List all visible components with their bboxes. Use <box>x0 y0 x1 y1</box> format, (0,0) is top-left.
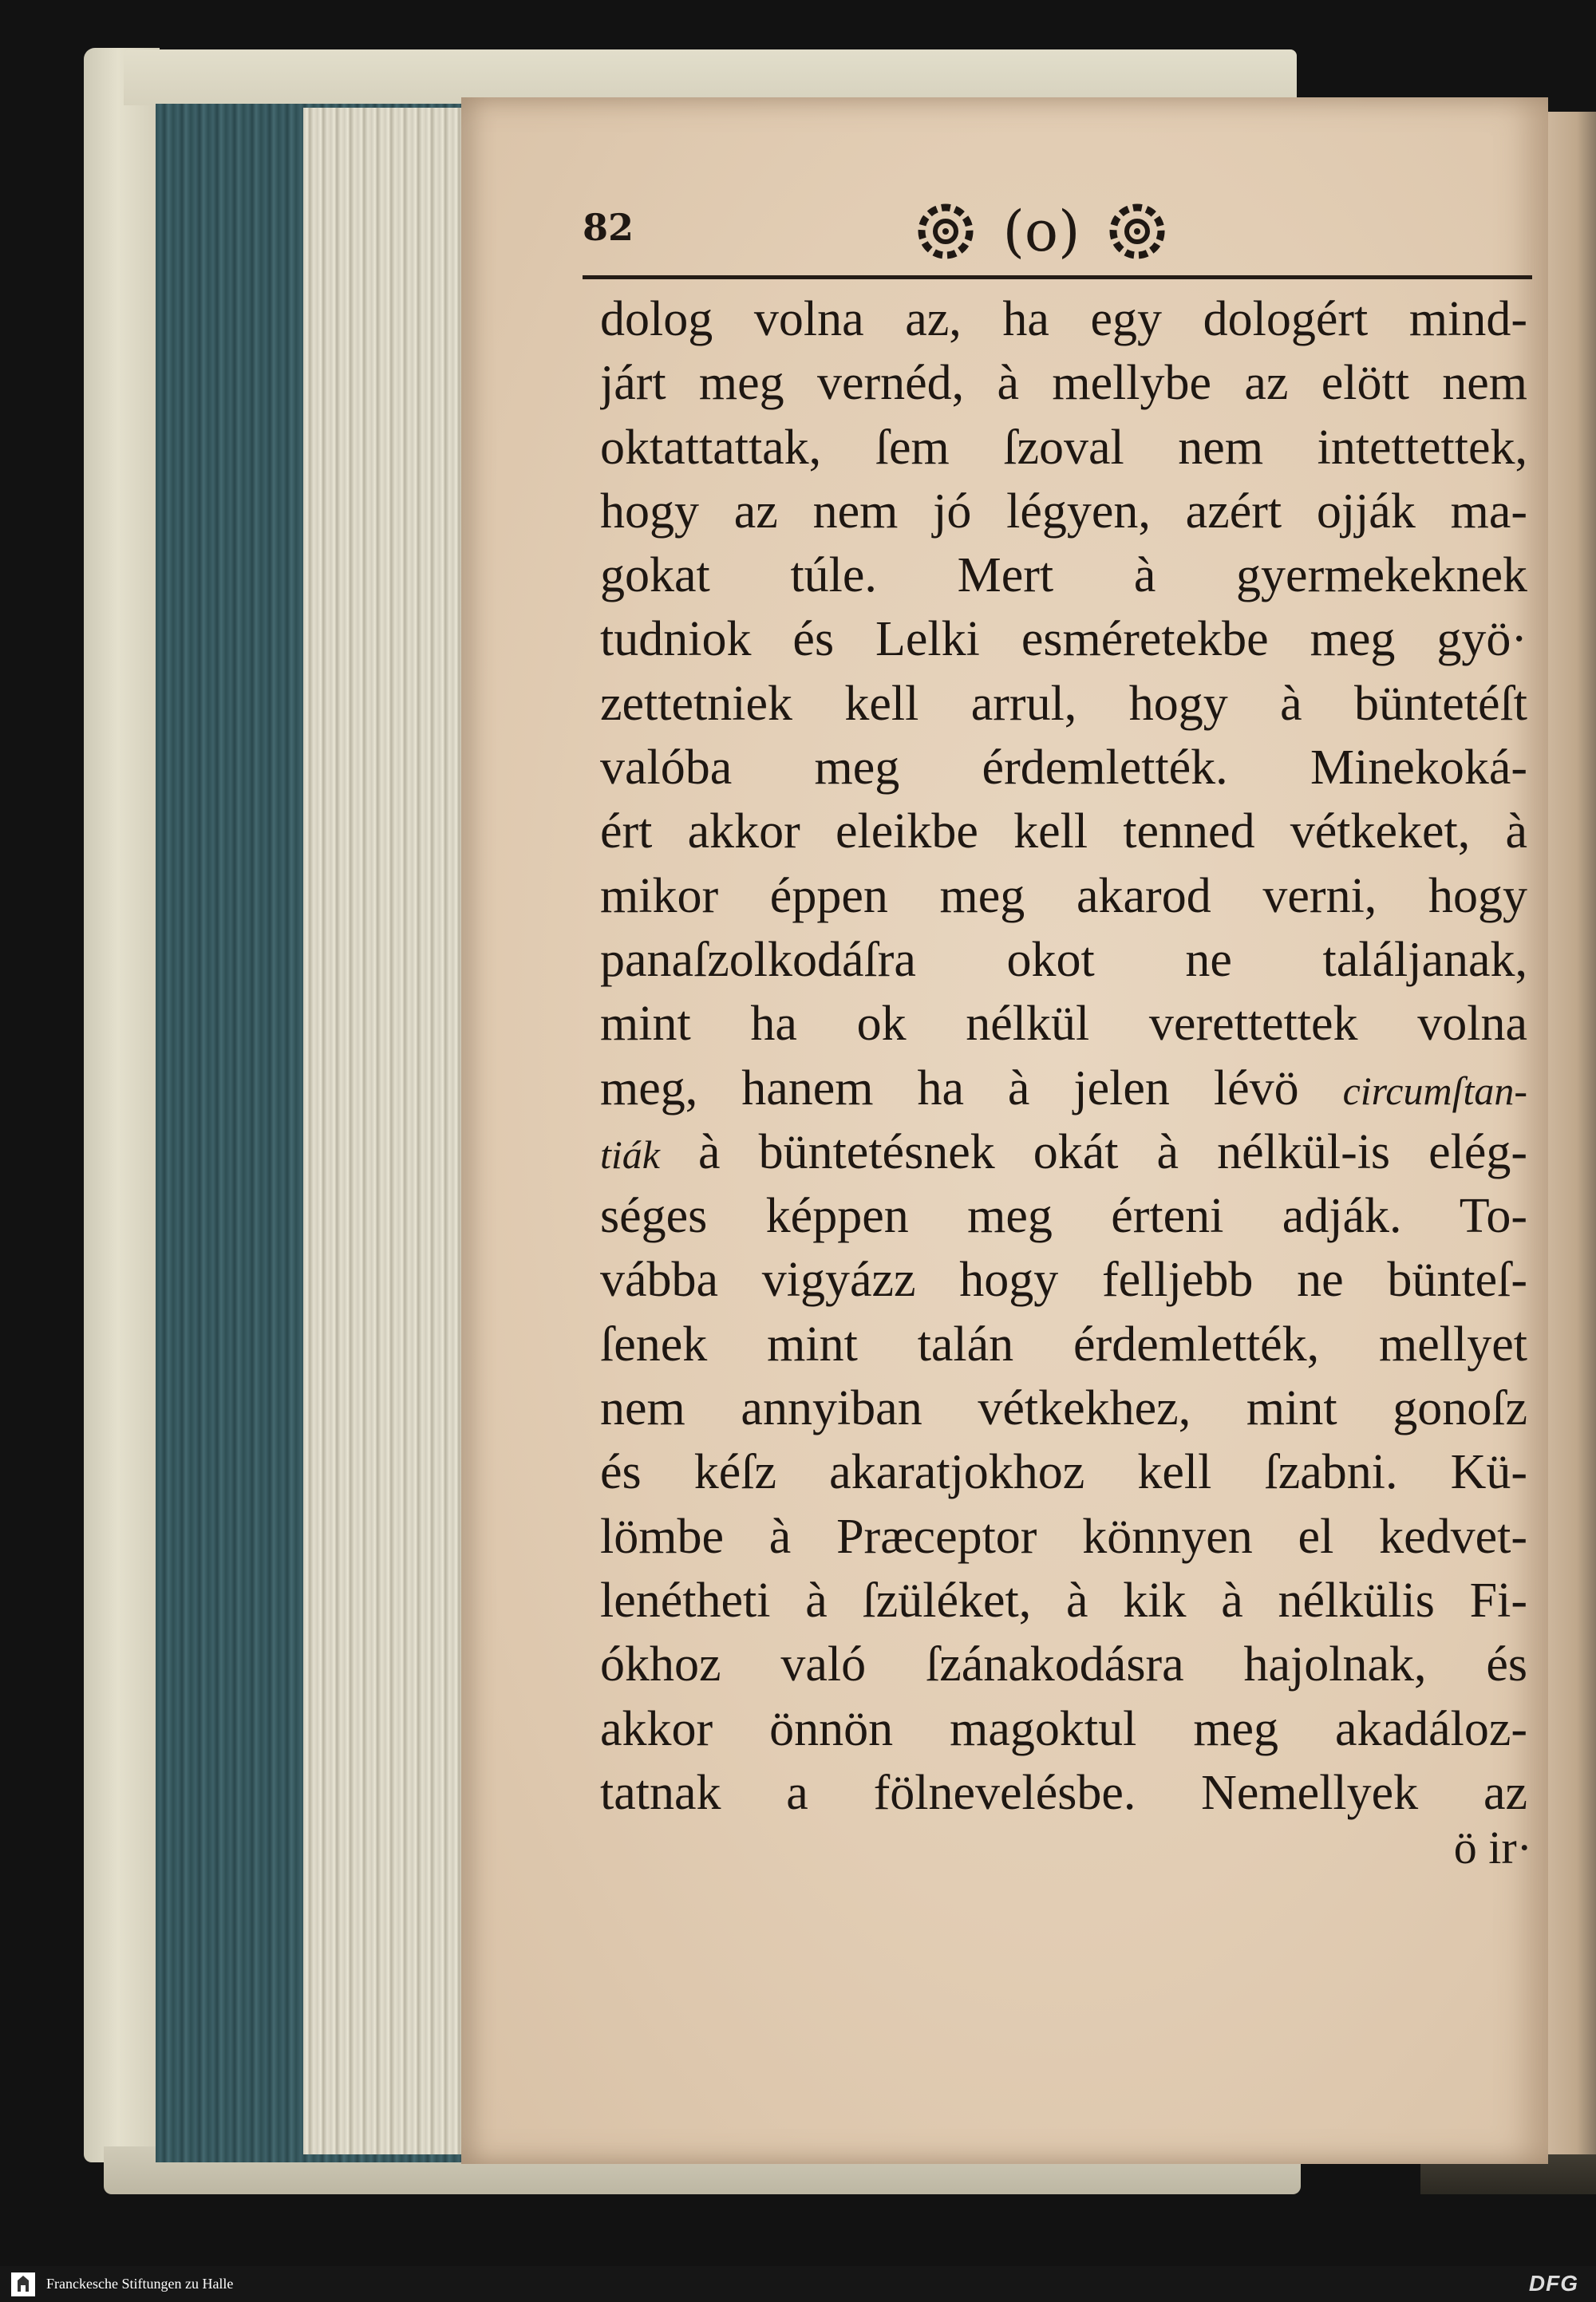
text-line: és kéſz akaratjokhoz kell ſzabni. Kü- <box>600 1445 1527 1500</box>
text-line: valóba meg érdemlették. Minekoká- <box>600 740 1527 796</box>
body-text <box>600 287 1527 1825</box>
italic-word: tiák <box>600 1131 660 1177</box>
text-line: lenétheti à ſzüléket, à kik à nélkülis Fi- <box>600 1573 1527 1628</box>
text-line: járt meg vernéd, à mellybe az elött nem <box>600 356 1527 411</box>
text-line: hogy az nem jó légyen, azért ojják ma- <box>600 484 1527 539</box>
flower-ornament-icon <box>1105 199 1169 263</box>
text-line-italic-end <box>600 1056 1527 1120</box>
head-rule <box>583 275 1532 279</box>
page-edges-light <box>303 108 463 2154</box>
text-line: ókhoz való ſzánakodásra hajolnak, és <box>600 1637 1527 1692</box>
institution-name: Franckesche Stiftungen zu Halle <box>46 2276 234 2292</box>
text-line: mikor éppen meg akarod verni, hogy <box>600 868 1527 923</box>
text-line: tatnak a fölnevelésbe. Nemellyek az <box>600 1765 1527 1820</box>
italic-word: circumſtan- <box>1342 1068 1527 1113</box>
text-line: ért akkor eleikbe kell tenned vétkeket, à <box>600 804 1527 859</box>
text-line: séges képpen meg érteni adják. To- <box>600 1189 1527 1244</box>
page-number: 82 <box>583 206 634 249</box>
running-head <box>583 192 1532 279</box>
text-line: nem annyiban vétkekhez, mint gonoſz <box>600 1381 1527 1436</box>
book-cover-left <box>84 48 160 2162</box>
text-line: ſenek mint talán érdemlették, mellyet <box>600 1317 1527 1372</box>
text-line: panaſzolkodáſra okot ne találjanak, <box>600 932 1527 987</box>
dfg-logo: DFG <box>1528 2271 1578 2296</box>
page-gutter <box>1548 112 1596 2154</box>
viewer-footer <box>0 2266 1596 2302</box>
text-line: tudniok és Lelki esméretekbe meg gyö· <box>600 612 1527 667</box>
head-ornament <box>914 192 1169 271</box>
text-line: oktattattak, ſem ſzoval nem intettettek, <box>600 420 1527 475</box>
text-line: mint ha ok nélkül verettettek volna <box>600 997 1527 1052</box>
text-line: akkor önnön magoktul meg akadáloz- <box>600 1701 1527 1756</box>
text-line: gokat túle. Mert à gyermekeknek <box>600 548 1527 603</box>
catchword: ö ir· <box>1453 1822 1532 1874</box>
text-line: dolog volna az, ha egy dologért mind- <box>600 292 1527 346</box>
text-segment: à büntetésnek okát à nélkül-is elég- <box>698 1124 1527 1179</box>
text-line: lömbe à Præceptor könnyen el kedvet- <box>600 1509 1527 1564</box>
text-line: vábba vigyázz hogy felljebb ne bünteſ- <box>600 1253 1527 1308</box>
running-head-text: (o) <box>1002 199 1080 264</box>
institution-logo-icon <box>11 2272 35 2296</box>
text-line: zettetniek kell arrul, hogy à büntetéſt <box>600 676 1527 731</box>
flower-ornament-icon <box>914 199 978 263</box>
text-segment: meg, hanem ha à jelen lévö <box>600 1060 1299 1115</box>
text-line-italic-start <box>600 1120 1527 1184</box>
